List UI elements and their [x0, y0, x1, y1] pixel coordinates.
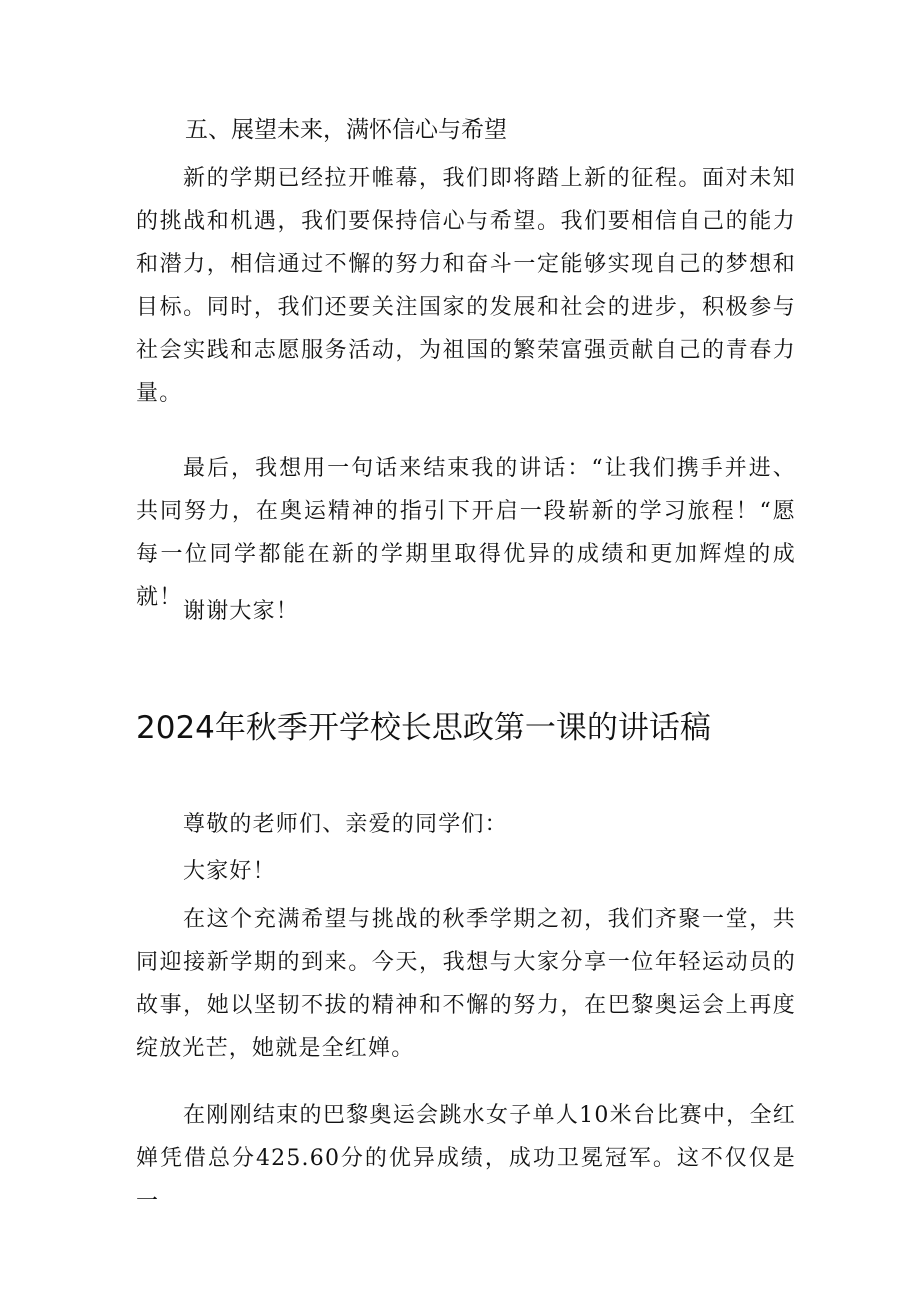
hello-line: 大家好！	[183, 859, 276, 884]
paragraph-closing: 最后，我想用一句话来结束我的讲话：“让我们携手并进、共同努力，在奥运精神的指引下开启一段崭新的学习旅程！“愿每一位同学都能在新的学期里取得优异的成绩和更加辉煌的成就！	[136, 456, 796, 610]
greeting-line: 尊敬的老师们、亲爱的同学们：	[183, 812, 508, 837]
paragraph-thanks: 谢谢大家！	[183, 599, 300, 624]
paragraph-outlook: 新的学期已经拉开帷幕，我们即将踏上新的征程。面对未知的挑战和机遇，我们要保持信心与希望。我们要相信自己的能力和潜力，相信通过不懈的努力和奋斗一定能够实现自己的梦想和目标。同时，我们还要关注国家的发展和社会的进步，积极参与社会实践和志愿服务活动，为祖国的繁荣富强贡献自己的青春力量。	[136, 166, 796, 406]
section-heading: 五、展望未来，满怀信心与希望	[185, 117, 507, 143]
paragraph-olympics: 在刚刚结束的巴黎奥运会跳水女子单人10米台比赛中，全红婵凭借总分425.60分的优异成绩，成功卫冕冠军。这不仅仅是一	[136, 1103, 796, 1214]
document-title: 2024年秋季开学校长思政第一课的讲话稿	[136, 710, 711, 746]
paragraph-intro: 在这个充满希望与挑战的秋季学期之初，我们齐聚一堂，共同迎接新学期的到来。今天，我想与大家分享一位年轻运动员的故事，她以坚韧不拔的精神和不懈的努力，在巴黎奥运会上再度绽放光芒，她就是全红婵。	[136, 907, 796, 1061]
